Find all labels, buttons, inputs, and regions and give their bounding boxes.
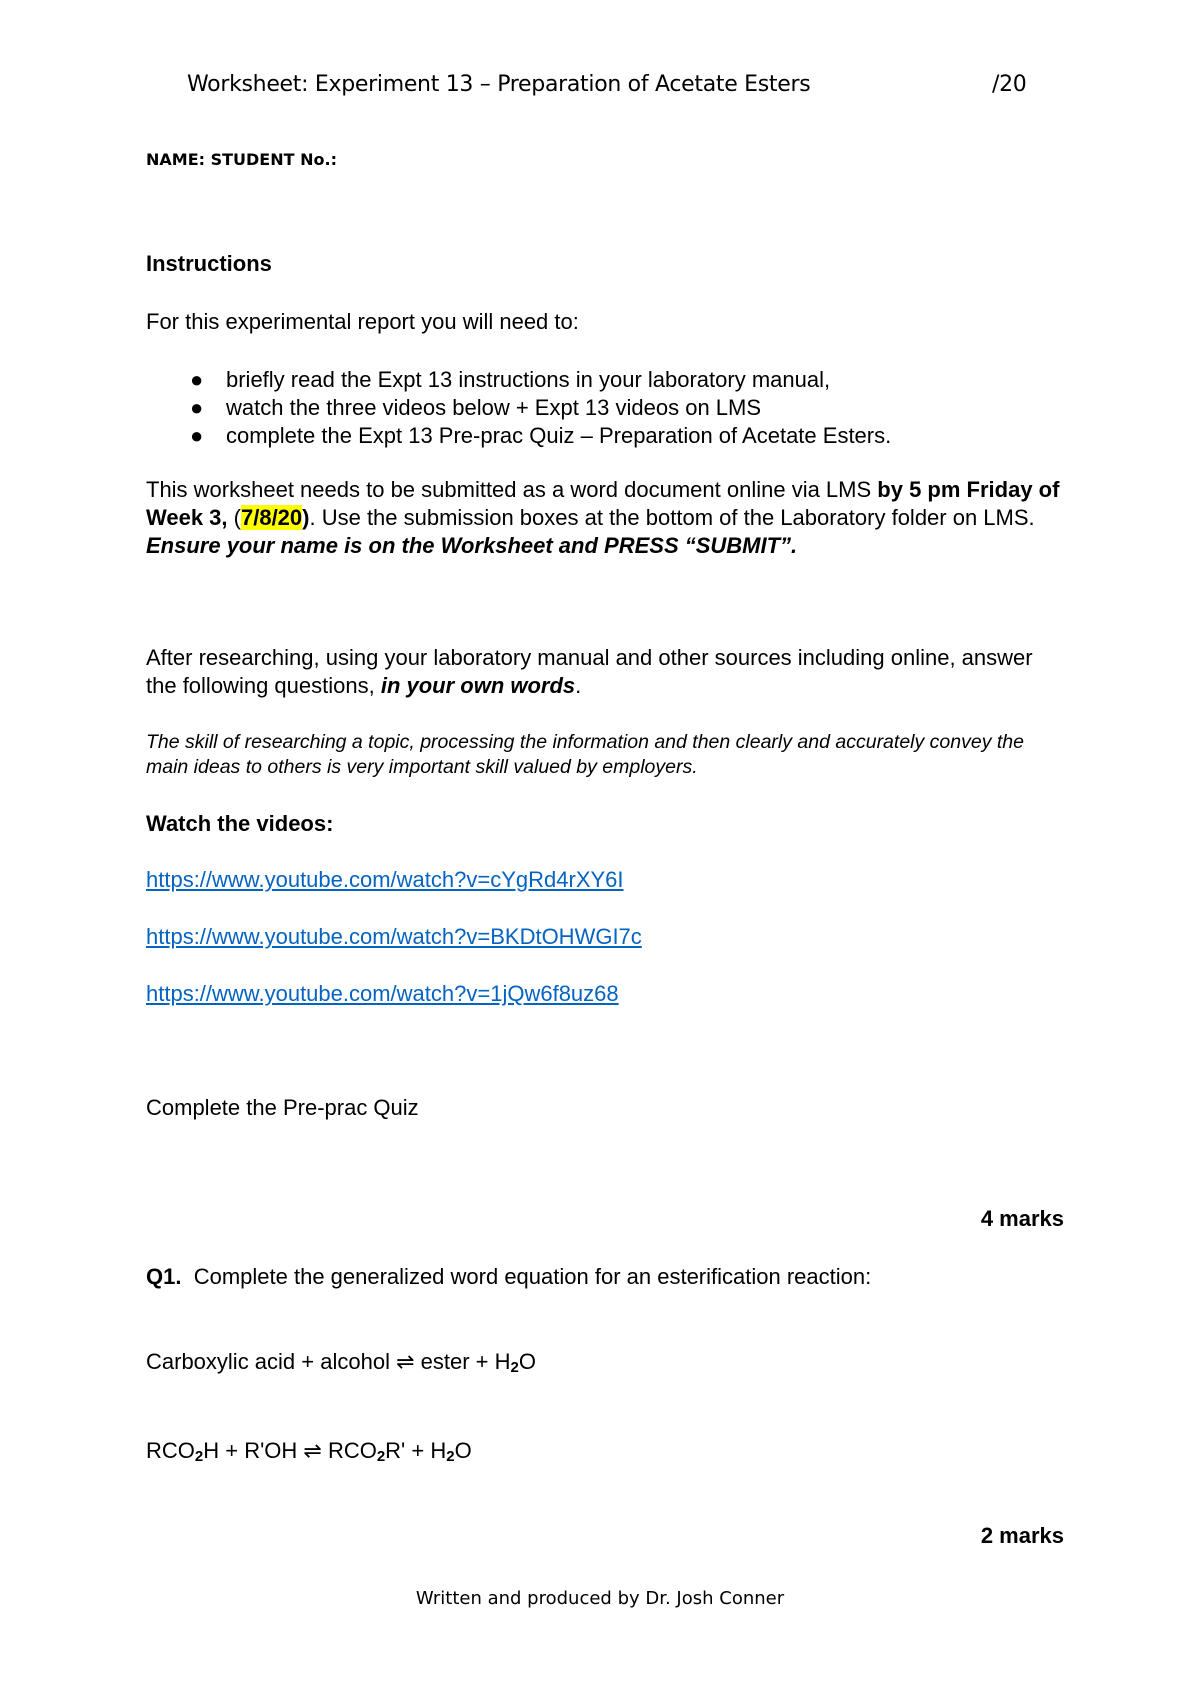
- research-period: .: [575, 673, 582, 698]
- paren-close: ): [302, 505, 310, 530]
- q1-question: [146, 1263, 871, 1291]
- list-item-text: watch the three videos below + Expt 13 videos on LMS: [226, 395, 762, 420]
- list-item: [146, 366, 891, 394]
- formula-equation: [146, 1437, 472, 1465]
- instructions-heading: Instructions: [146, 251, 272, 276]
- submit-reminder: Ensure your name is on the Worksheet and PRESS “SUBMIT”.: [146, 533, 798, 558]
- bullet-icon: ●: [190, 423, 204, 448]
- list-item-text: briefly read the Expt 13 instructions in your laboratory manual,: [226, 367, 831, 392]
- videos-heading: Watch the videos:: [146, 811, 334, 836]
- skill-note: The skill of researching a topic, processing the information and then clearly and accurately convey the main ideas to others is very important skill valued by employers.: [146, 731, 1024, 778]
- q1-number: Q1.: [146, 1264, 182, 1289]
- formula-part: H + R'OH ⇌ RCO: [203, 1438, 377, 1463]
- page-footer: Written and produced by Dr. Josh Conner: [415, 1588, 785, 1609]
- research-paragraph: [146, 644, 1066, 700]
- bullet-icon: ●: [190, 395, 204, 420]
- deadline-date: 7/8/20: [240, 505, 303, 530]
- submission-paragraph: [146, 476, 1066, 560]
- list-item: [146, 422, 891, 450]
- word-eq-right: O: [518, 1349, 536, 1374]
- q1-text: Complete the generalized word equation for an esterification reaction:: [193, 1264, 872, 1289]
- formula-part: R' + H: [385, 1438, 447, 1463]
- video-link-2[interactable]: https://www.youtube.com/watch?v=BKDtOHWGI7c: [146, 924, 642, 949]
- word-equation: [146, 1348, 536, 1376]
- list-item: [146, 394, 891, 422]
- video-link-1[interactable]: https://www.youtube.com/watch?v=cYgRd4rXY6I: [146, 867, 624, 892]
- video-link-3[interactable]: https://www.youtube.com/watch?v=1jQw6f8uz68: [146, 981, 619, 1006]
- bullet-icon: ●: [190, 367, 204, 392]
- word-eq-left: Carboxylic acid + alcohol ⇌ ester + H: [146, 1349, 511, 1374]
- q1-marks: 2 marks: [980, 1523, 1064, 1548]
- formula-subscript: 2: [376, 1448, 386, 1465]
- quiz-marks: 4 marks: [980, 1206, 1064, 1231]
- submission-boxes-text: . Use the submission boxes at the bottom of the Laboratory folder on LMS.: [309, 505, 1035, 530]
- own-words-emphasis: in your own words: [380, 673, 576, 698]
- formula-part: RCO: [146, 1438, 195, 1463]
- worksheet-title: Worksheet: Experiment 13 – Preparation of Acetate Esters: [187, 72, 811, 97]
- pre-prac-quiz-label: Complete the Pre-prac Quiz: [146, 1095, 419, 1120]
- research-text: After researching, using your laboratory manual and other sources including online, answer the following questions,: [146, 645, 1033, 698]
- total-score: /20: [992, 72, 1027, 97]
- page-header: [187, 72, 1027, 97]
- instructions-list: [146, 366, 891, 450]
- submission-text: This worksheet needs to be submitted as a word document online via LMS: [146, 477, 878, 502]
- deadline-text: by 5 pm Friday of Week 3,: [146, 477, 1060, 530]
- word-eq-subscript: 2: [510, 1359, 519, 1376]
- formula-subscript: 2: [446, 1448, 455, 1465]
- list-item-text: complete the Expt 13 Pre-prac Quiz – Preparation of Acetate Esters.: [226, 423, 892, 448]
- paren-open: (: [233, 505, 241, 530]
- name-student-line: NAME: STUDENT No.:: [146, 150, 337, 169]
- instructions-intro: For this experimental report you will need to:: [146, 309, 579, 334]
- formula-part: O: [454, 1438, 472, 1463]
- formula-subscript: 2: [194, 1448, 204, 1465]
